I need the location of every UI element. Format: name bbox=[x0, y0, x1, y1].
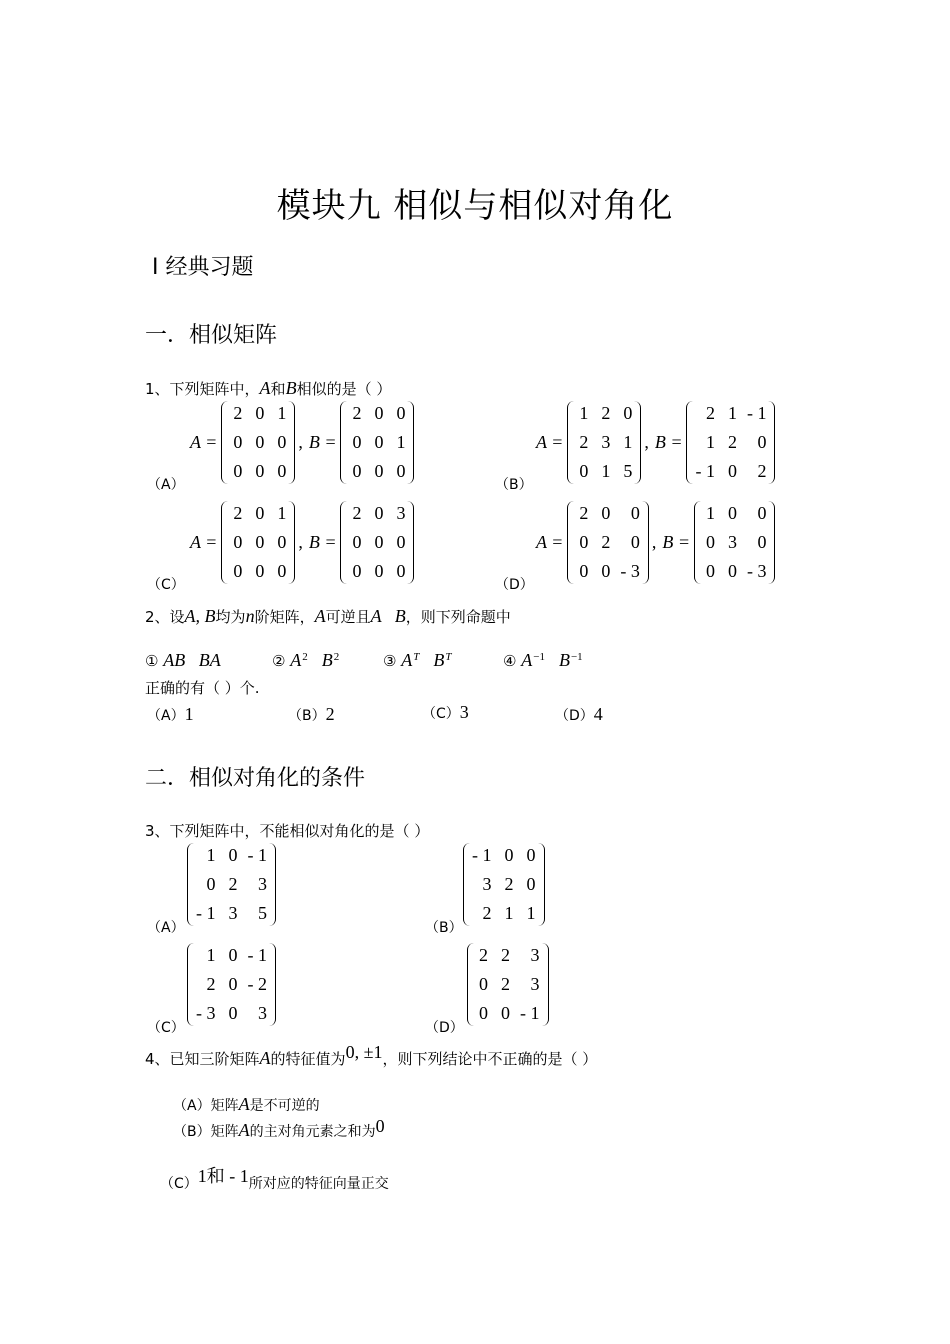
q3-option-c-matrix: 1 0 - 1 2 0 - 2 - 3 0 3 bbox=[187, 943, 276, 1026]
q2-statement-4: ④ $A^{-1}$ $B^{-1}$ bbox=[503, 650, 583, 670]
q1-option-b-matrices: A = 1 2 0 2 3 1 0 1 5 , B = 2 1 - 1 1 2 0 - 1 0 2 bbox=[532, 401, 775, 484]
q1-option-a-matrices: A = 2 0 1 0 0 0 0 0 0 , B = 2 0 0 0 0 1 0 0 0 bbox=[186, 401, 414, 484]
q3-option-d-label: （D） bbox=[425, 1020, 464, 1036]
q2-choice-a: （A）1 bbox=[147, 704, 194, 724]
q1-option-b-label: （B） bbox=[495, 477, 533, 493]
q1-option-d-label: （D） bbox=[495, 577, 534, 593]
q3-option-a-label: （A） bbox=[147, 920, 185, 936]
part-heading: Ⅰ 经典习题 bbox=[152, 255, 254, 280]
q1-option-d-matrices: A = 2 0 0 0 2 0 0 0 - 3 , B = 1 0 0 0 3 0 0 0 - 3 bbox=[532, 501, 775, 584]
q3-option-b-matrix: - 1 0 0 3 2 0 2 1 1 bbox=[463, 843, 545, 926]
q2-statement-1: ① AB BA bbox=[145, 650, 221, 670]
q2-choice-b: （B）2 bbox=[288, 704, 335, 724]
matrix-b: 2 0 0 0 0 1 0 0 0 bbox=[340, 401, 414, 484]
matrix-a: 2 0 1 0 0 0 0 0 0 bbox=[221, 501, 295, 584]
question-4-stem: 4、已知三阶矩阵A的特征值为0, ±1，则下列结论中不正确的是（ ） bbox=[145, 1042, 598, 1068]
page-title: 模块九 相似与相似对角化 bbox=[276, 186, 674, 226]
q2-choice-c: （C）3 bbox=[422, 702, 469, 722]
matrix-a: 2 0 0 0 2 0 0 0 - 3 bbox=[567, 501, 649, 584]
q1-option-c-matrices: A = 2 0 1 0 0 0 0 0 0 , B = 2 0 3 0 0 0 0 0 0 bbox=[186, 501, 414, 584]
q4-option-c: （C）1和 - 1所对应的特征向量正交 bbox=[160, 1166, 389, 1192]
q4-option-b: （B）矩阵A的主对角元素之和为0 bbox=[173, 1116, 385, 1140]
matrix-b: 2 1 - 1 1 2 0 - 1 0 2 bbox=[686, 401, 775, 484]
q2-choice-d: （D）4 bbox=[555, 704, 603, 724]
q1-option-a-label: （A） bbox=[147, 477, 185, 493]
section-heading-diagonalization: 二．相似对角化的条件 bbox=[145, 766, 366, 791]
section-heading-similar-matrices: 一．相似矩阵 bbox=[145, 323, 278, 348]
q3-option-b-label: （B） bbox=[425, 920, 463, 936]
matrix-a: 2 0 1 0 0 0 0 0 0 bbox=[221, 401, 295, 484]
q4-option-a: （A）矩阵A是不可逆的 bbox=[173, 1094, 320, 1114]
q3-option-c-label: （C） bbox=[147, 1020, 185, 1036]
question-3-stem: 3、下列矩阵中，不能相似对角化的是（ ） bbox=[145, 822, 430, 840]
q2-count-line: 正确的有（ ）个. bbox=[145, 679, 260, 697]
matrix-b: 2 0 3 0 0 0 0 0 0 bbox=[340, 501, 414, 584]
matrix-a: 1 2 0 2 3 1 0 1 5 bbox=[567, 401, 641, 484]
q1-option-c-label: （C） bbox=[147, 577, 185, 593]
q3-option-a-matrix: 1 0 - 1 0 2 3 - 1 3 5 bbox=[187, 843, 276, 926]
question-2-stem: 2、设A, B均为n阶矩阵，A可逆且A B，则下列命题中 bbox=[145, 606, 511, 626]
q2-statement-3: ③ $A^T$ $B^T$ bbox=[383, 650, 452, 670]
q3-option-d-matrix: 2 2 3 0 2 3 0 0 - 1 bbox=[467, 943, 549, 1026]
question-1-stem: 1、下列矩阵中，A和B相似的是（ ） bbox=[145, 378, 392, 398]
matrix-b: 1 0 0 0 3 0 0 0 - 3 bbox=[694, 501, 776, 584]
q2-statement-2: ② $A^2$ $B^2$ bbox=[272, 650, 340, 670]
